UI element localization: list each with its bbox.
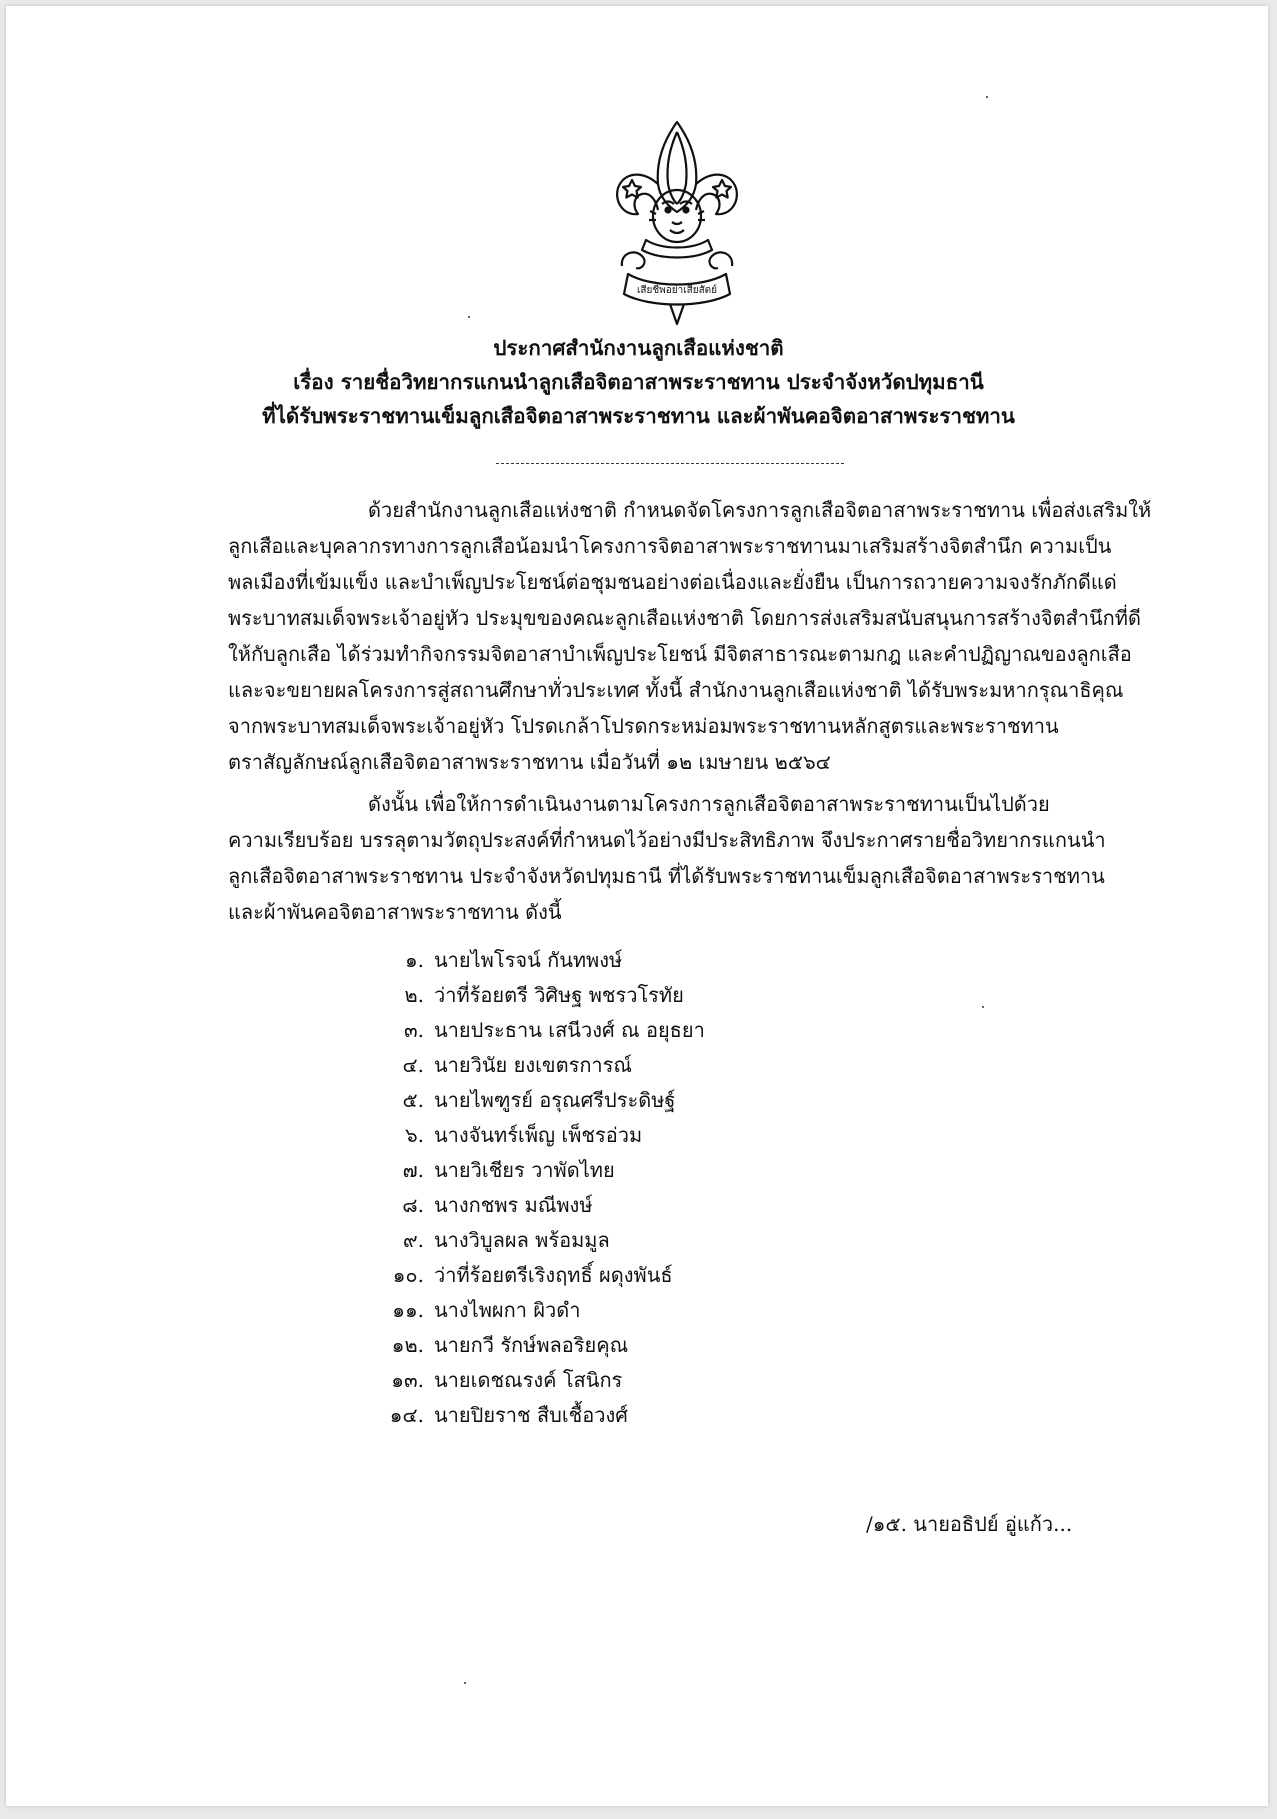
list-number: ๘. xyxy=(402,1193,424,1217)
paragraph1-line: ตราสัญลักษณ์ลูกเสือจิตอาสาพระราชทาน เมื่อวันที่ ๑๒ เมษายน ๒๕๖๔ xyxy=(228,750,831,774)
person-name: นางกชพร มณีพงษ์ xyxy=(434,1193,593,1217)
list-number: ๕. xyxy=(402,1088,424,1112)
person-name: นายเดชณรงค์ โสนิกร xyxy=(434,1368,623,1392)
list-item xyxy=(378,1016,705,1044)
list-number: ๑๐. xyxy=(392,1263,424,1287)
paragraph1-line: พระบาทสมเด็จพระเจ้าอยู่หัว ประมุขของคณะลูกเสือแห่งชาติ โดยการส่งเสริมสนับสนุนการสร้างจิตสำนึกที่ดี xyxy=(228,606,1141,630)
list-item xyxy=(378,1156,615,1184)
person-name: นายปิยราช สืบเชื้อวงศ์ xyxy=(434,1403,628,1427)
person-name: นายวินัย ยงเขตรการณ์ xyxy=(434,1053,632,1077)
list-item xyxy=(378,1191,593,1219)
person-name: นายประธาน เสนีวงศ์ ณ อยุธยา xyxy=(434,1018,705,1042)
list-item xyxy=(378,1401,628,1429)
scan-speck xyxy=(986,96,988,98)
scan-speck xyxy=(982,1006,984,1008)
list-number: ๑๓. xyxy=(391,1368,424,1392)
dashed-divider xyxy=(496,463,844,464)
person-name: นายวิเชียร วาพัดไทย xyxy=(434,1158,615,1182)
announcement-heading: ประกาศสำนักงานลูกเสือแห่งชาติ xyxy=(493,336,784,360)
list-number: ๑๒. xyxy=(391,1333,424,1357)
person-name: ว่าที่ร้อยตรีเริงฤทธิ์ ผดุงพันธ์ xyxy=(434,1263,673,1287)
person-name: นางไพผกา ผิวดำ xyxy=(434,1298,581,1322)
person-name: นางวิบูลผล พร้อมมูล xyxy=(434,1228,610,1252)
paragraph1-line: พลเมืองที่เข้มแข็ง และบำเพ็ญประโยชน์ต่อชุมชนอย่างต่อเนื่องและยั่งยืน เป็นการถวายความจงรักภักดีแด่ xyxy=(228,570,1117,594)
list-number: ๖. xyxy=(404,1123,424,1147)
list-number: ๒. xyxy=(404,983,424,1007)
list-number: ๑. xyxy=(404,948,424,972)
subject-line: เรื่อง รายชื่อวิทยากรแกนนำลูกเสือจิตอาสาพระราชทาน ประจำจังหวัดปทุมธานี xyxy=(293,370,984,394)
paragraph1-line: และจะขยายผลโครงการสู่สถานศึกษาทั่วประเทศ ทั้งนี้ สำนักงานลูกเสือแห่งชาติ ได้รับพระมหากรุณาธิคุณ xyxy=(228,678,1124,702)
paragraph2-line: ดังนั้น เพื่อให้การดำเนินงานตามโครงการลูกเสือจิตอาสาพระราชทานเป็นไปด้วย xyxy=(368,792,1050,816)
list-item xyxy=(378,946,622,974)
scout-emblem-logo xyxy=(612,118,742,328)
paragraph1-line: จากพระบาทสมเด็จพระเจ้าอยู่หัว โปรดเกล้าโปรดกระหม่อมพระราชทานหลักสูตรและพระราชทาน xyxy=(228,714,1059,738)
list-number: ๗. xyxy=(402,1158,424,1182)
list-number: ๑๑. xyxy=(392,1298,424,1322)
list-item xyxy=(378,1261,673,1289)
person-name: นายไพโรจน์ กันทพงษ์ xyxy=(434,948,623,972)
paragraph1-line: ด้วยสำนักงานลูกเสือแห่งชาติ กำหนดจัดโครงการลูกเสือจิตอาสาพระราชทาน เพื่อส่งเสริมให้ xyxy=(368,498,1152,522)
paragraph2-line: ลูกเสือจิตอาสาพระราชทาน ประจำจังหวัดปทุมธานี ที่ได้รับพระราชทานเข็มลูกเสือจิตอาสาพระราชทาน xyxy=(228,864,1105,888)
subject-line-continued: ที่ได้รับพระราชทานเข็มลูกเสือจิตอาสาพระราชทาน และผ้าพันคอจิตอาสาพระราชทาน xyxy=(262,404,1015,428)
svg-text:เสียชีพอย่าเสียสัตย์: เสียชีพอย่าเสียสัตย์ xyxy=(636,285,718,296)
person-name: นายไพฑูรย์ อรุณศรีประดิษฐ์ xyxy=(434,1088,676,1112)
continuation-note: /๑๕. นายอธิปย์ อู่แก้ว... xyxy=(866,1512,1073,1536)
list-item xyxy=(378,1366,622,1394)
scan-speck xyxy=(468,316,470,318)
list-number: ๙. xyxy=(402,1228,424,1252)
person-name: ว่าที่ร้อยตรี วิศิษฐ พชรวโรทัย xyxy=(434,983,684,1007)
person-name: นางจันทร์เพ็ญ เพ็ชรอ่วม xyxy=(434,1123,643,1147)
list-item xyxy=(378,1121,642,1149)
list-item xyxy=(378,1296,581,1324)
list-item xyxy=(378,1226,610,1254)
scan-speck xyxy=(464,1682,466,1684)
person-name: นายกวี รักษ์พลอริยคุณ xyxy=(434,1333,629,1357)
list-number: ๑๔. xyxy=(389,1403,424,1427)
paragraph1-line: ลูกเสือและบุคลากรทางการลูกเสือน้อมนำโครงการจิตอาสาพระราชทานมาเสริมสร้างจิตสำนึก ความเป็น xyxy=(228,534,1112,558)
list-item xyxy=(378,1331,628,1359)
list-item xyxy=(378,1086,675,1114)
paragraph2-line: และผ้าพันคอจิตอาสาพระราชทาน ดังนี้ xyxy=(228,900,562,924)
paragraph1-line: ให้กับลูกเสือ ได้ร่วมทำกิจกรรมจิตอาสาบำเพ็ญประโยชน์ มีจิตสาธารณะตามกฎ และคำปฏิญาณของลูกเสือ xyxy=(228,642,1132,666)
paragraph2-line: ความเรียบร้อย บรรลุตามวัตถุประสงค์ที่กำหนดไว้อย่างมีประสิทธิภาพ จึงประกาศรายชื่อวิทยากรแกนนำ xyxy=(228,828,1106,852)
list-number: ๓. xyxy=(403,1018,424,1042)
list-item xyxy=(378,981,684,1009)
list-number: ๔. xyxy=(402,1053,424,1077)
list-item xyxy=(378,1051,632,1079)
